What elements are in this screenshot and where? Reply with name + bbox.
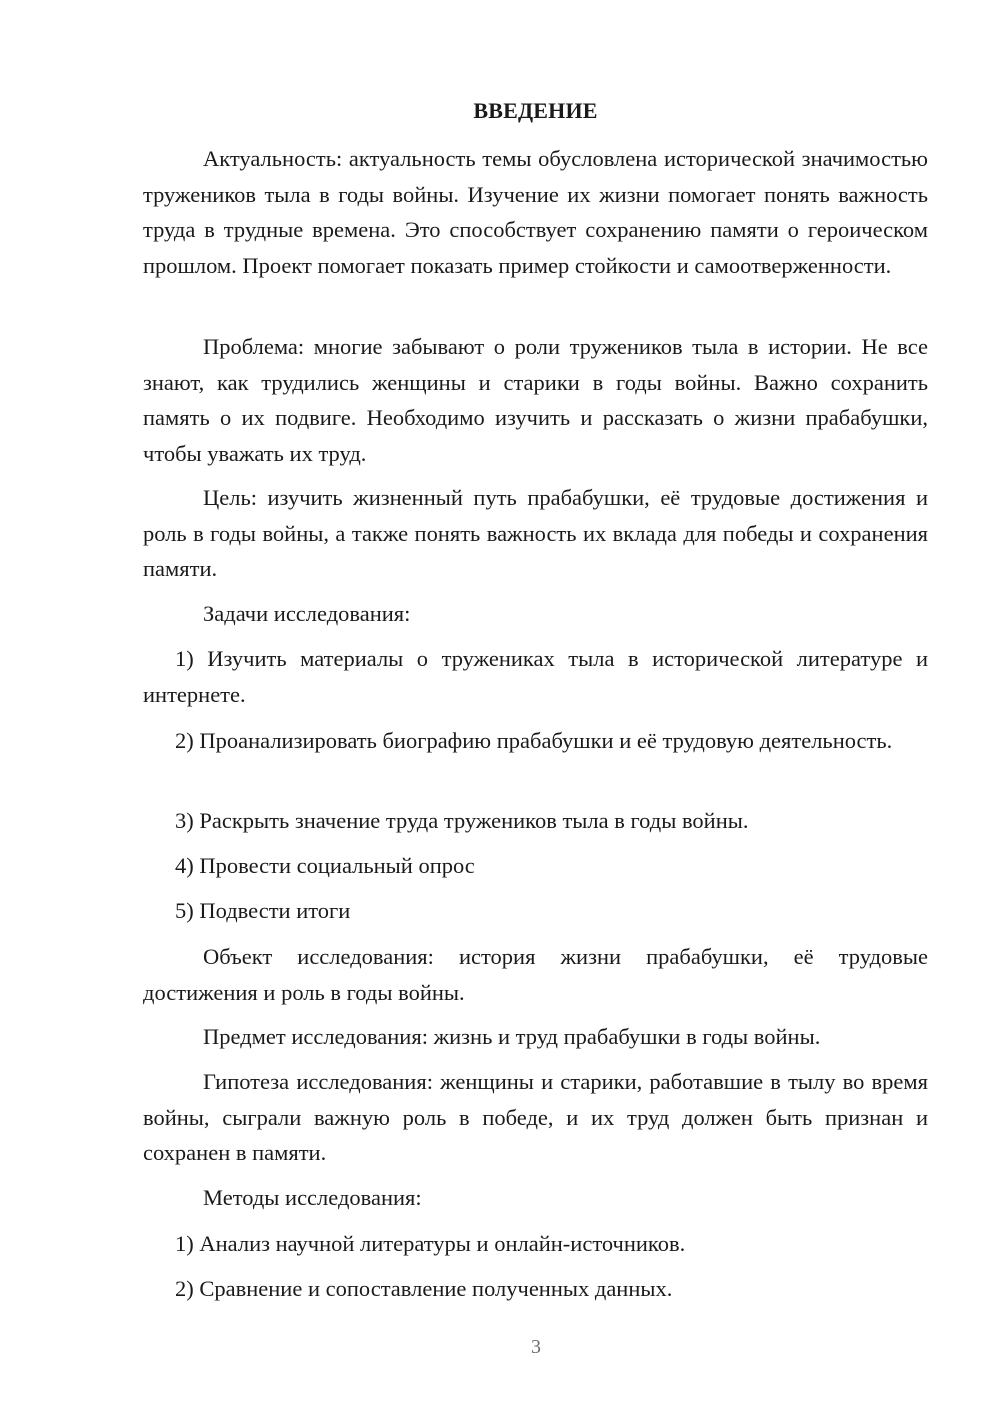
page-number: 3 (531, 1336, 541, 1358)
tasks-heading: Задачи исследования: (203, 601, 411, 626)
section-heading: ВВЕДЕНИЕ (473, 98, 598, 123)
object-paragraph: Объект исследования: история жизни прабабушки, её трудовые достижения и роль в годы войны. (143, 944, 928, 1005)
method-item-2: 2) Сравнение и сопоставление полученных данных. (175, 1276, 673, 1301)
problem-paragraph: Проблема: многие забывают о роли тружеников тыла в истории. Не все знают, как трудились женщины и старики в годы войны. Важно сохранить память о их подвиге. Необходимо изучить и рассказать о жизни прабабушки, чтобы уважать их труд. (143, 334, 928, 466)
relevance-paragraph: Актуальность: актуальность темы обусловлена исторической значимостью тружеников тыла в годы войны. Изучение их жизни помогает понять важность труда в трудные времена. Это способствует сохранению памяти о героическом прошлом. Проект помогает показать пример стойкости и самоотверженности. (143, 146, 928, 278)
task-item-4: 4) Провести социальный опрос (175, 853, 475, 878)
task-item-1: 1) Изучить материалы о тружениках тыла в исторической литературе и интернете. (143, 646, 928, 707)
hypothesis-paragraph: Гипотеза исследования: женщины и старики, работавшие в тылу во время войны, сыграли важную роль в победе, и их труд должен быть признан и сохранен в памяти. (143, 1069, 928, 1165)
task-item-5: 5) Подвести итоги (175, 898, 351, 923)
task-item-3: 3) Раскрыть значение труда тружеников тыла в годы войны. (175, 808, 749, 833)
method-item-1: 1) Анализ научной литературы и онлайн-источников. (175, 1231, 686, 1256)
subject-paragraph: Предмет исследования: жизнь и труд прабабушки в годы войны. (203, 1024, 821, 1049)
task-item-2: 2) Проанализировать биографию прабабушки и её трудовую деятельность. (175, 728, 893, 753)
goal-paragraph: Цель: изучить жизненный путь прабабушки, её трудовые достижения и роль в годы войны, а также понять важность их вклада для победы и сохранения памяти. (143, 485, 928, 581)
methods-heading: Методы исследования: (203, 1185, 422, 1210)
